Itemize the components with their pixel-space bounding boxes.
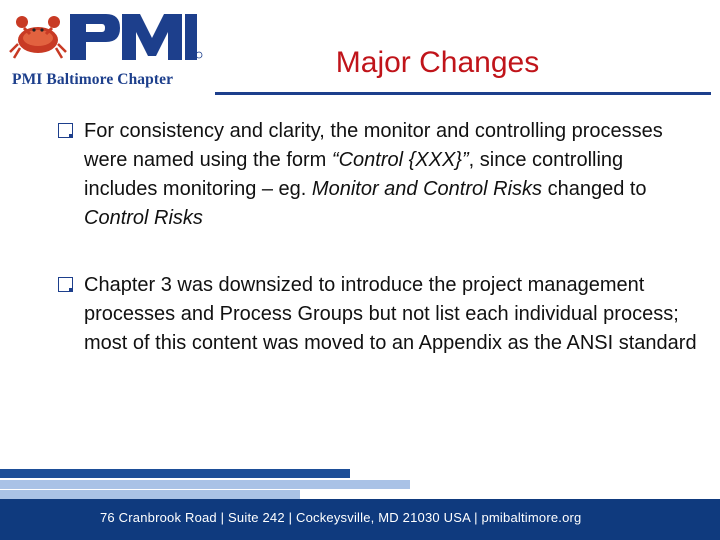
pmi-logo-mark [8,8,203,66]
crab-icon [10,16,66,58]
footer-stripe-dark [0,469,350,478]
pmi-baltimore-logo [8,8,203,88]
bullet-text [84,117,698,233]
footer-stripe-light [0,490,300,499]
bullet-text-segment: changed to [542,178,647,200]
bullet-text-segment: , since controlling includes monitoring – eg. [84,149,624,200]
checkbox-bullet-icon [58,123,73,138]
footer-address: 76 Cranbrook Road | Suite 242 | Cockeysville, MD 21030 USA | pmibaltimore.org [100,510,582,525]
footer-band [0,499,720,540]
logo-caption: PMI Baltimore Chapter [12,71,174,88]
bullet-text-segment: For consistency and clarity, the monitor and controlling processes were named using the form [84,120,663,171]
bullet-text [84,271,698,358]
bullet-text-segment: Chapter 3 was downsized to introduce the project management processes and Process Groups but not list each individual process; most of this content was moved to an Appendix as the ANSI standard [84,274,697,354]
bullet-text-segment: Control Risks [84,207,203,229]
bullet-text-segment: “Control {XXX}” [331,149,469,171]
slide-title: Major Changes [335,46,540,79]
bullet-item [58,117,698,233]
title-underline [215,92,711,95]
bullet-item [58,271,698,358]
bullet-text-segment: Monitor and Control Risks [311,178,543,200]
footer-stripe-light [0,480,410,489]
pmi-wordmark [70,14,197,60]
checkbox-bullet-icon [58,277,73,292]
